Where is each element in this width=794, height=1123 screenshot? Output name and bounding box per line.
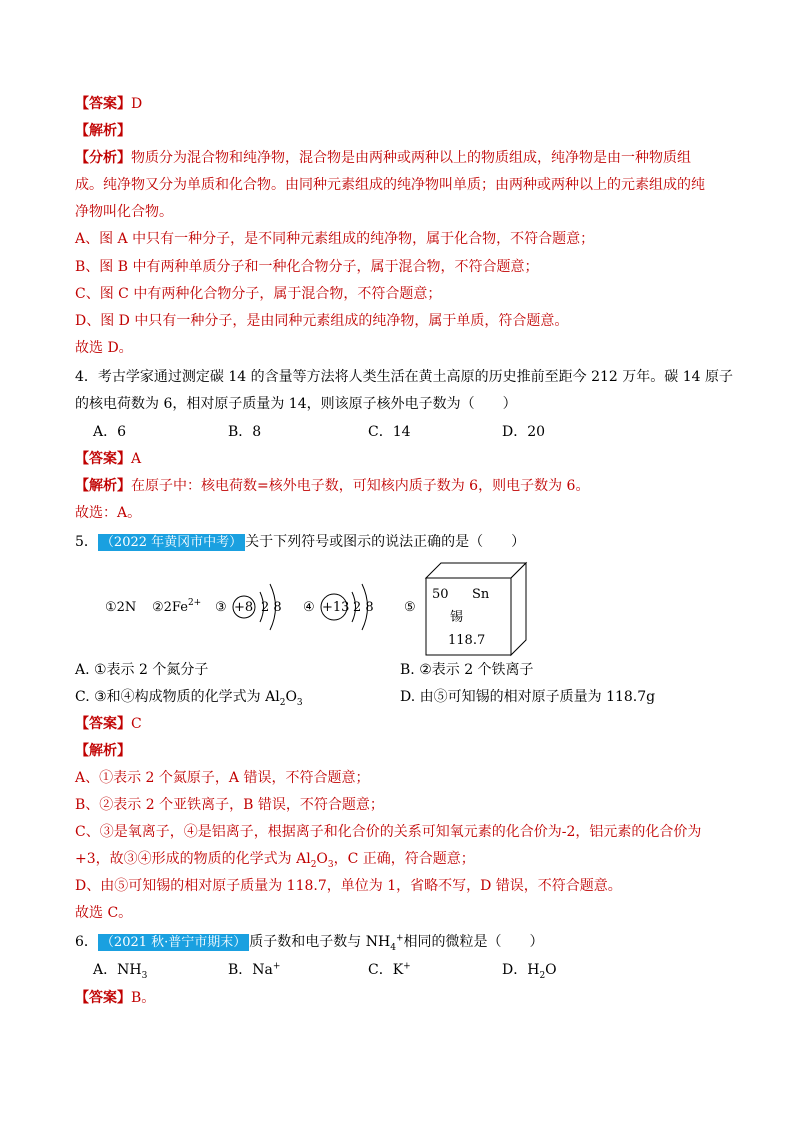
q6-option-d: D．$H_2O$	[502, 962, 557, 981]
tin-element-cell	[426, 563, 526, 655]
item3-label: ③	[215, 600, 227, 615]
source-tag: （2021 秋·普宁市期末）	[98, 934, 249, 951]
answer-value: A	[131, 451, 142, 467]
q3-fenxi-line1	[75, 148, 691, 168]
q4-answer-line	[75, 449, 141, 469]
q6-stem: 6． （2021 秋·普宁市期末） 质子数和电子数与 $NH_4^+$相同的微粒是（ ）	[75, 933, 544, 953]
question-text: 关于下列符号或图示的说法正确的是（ ）	[245, 534, 526, 550]
item5-label: ⑤	[404, 600, 416, 615]
q5-option-b: B. ②表示 2 个铁离子	[400, 662, 534, 678]
q3-analysis-b: B、图 B 中有两种单质分子和一种化合物分子，属于混合物，不符合题意；	[75, 259, 539, 275]
electron-shells: 2 8	[261, 600, 282, 615]
q6-option-b: B．Na+	[228, 961, 281, 978]
q3-analysis-label: 【解析】	[75, 123, 131, 139]
q5-analysis-a: A、①表示 2 个氮原子，A 错误，不符合题意；	[75, 770, 370, 786]
q3-analysis-c: C、图 C 中有两种化合物分子，属于混合物，不符合题意；	[75, 286, 442, 302]
analysis-text: 在原子中：核电荷数=核外电子数，可知核内质子数为 6，则电子数为 6。	[131, 478, 590, 494]
aluminum-ion-diagram	[321, 584, 374, 630]
element-name: 锡	[450, 610, 464, 625]
atomic-number: 50	[432, 587, 449, 602]
q5-analysis-d: D、由⑤可知锡的相对原子质量为 118.7，单位为 1，省略不写，D 错误，不符合题意。	[75, 878, 622, 894]
source-tag: （2022 年黄冈市中考）	[98, 534, 245, 551]
q5-option-c: C. ③和④构成物质的化学式为 $Al_2O_3$	[75, 689, 303, 708]
q3-fenxi-line3: 净物叫化合物。	[75, 204, 173, 220]
q5-analysis-c-line1: C、③是氧离子，④是铝离子，根据离子和化合价的关系可知氧元素的化合价为-2，铝元素的化合价为	[75, 824, 702, 840]
q5-figure	[100, 560, 530, 660]
answer-label: 【答案】	[75, 451, 131, 467]
element-symbol: Sn	[472, 587, 490, 602]
q4-option-a: A．6	[93, 424, 127, 440]
answer-label: 【答案】	[75, 96, 131, 112]
q4-option-c: C．14	[368, 424, 411, 440]
analysis-label: 【解析】	[75, 478, 131, 494]
q3-conclusion: 故选 D。	[75, 340, 133, 356]
q4-option-d: D．20	[502, 424, 546, 440]
answer-label: 【答案】	[75, 716, 131, 732]
symbol-2n: ①2N	[105, 600, 137, 615]
q6-answer-line	[75, 988, 155, 1008]
item4-label: ④	[303, 600, 315, 615]
q5-answer-line	[75, 714, 142, 734]
q5-analysis-label: 【解析】	[75, 743, 131, 759]
q3-answer-line	[75, 94, 142, 114]
fenxi-label: 【分析】	[75, 150, 131, 166]
q5-analysis-b: B、②表示 2 个亚铁离子，B 错误，不符合题意；	[75, 797, 384, 813]
q3-analysis-d: D、图 D 中只有一种分子，是由同种元素组成的纯净物，属于单质，符合题意。	[75, 313, 569, 329]
atomic-mass: 118.7	[448, 633, 486, 648]
q4-stem-line2: 的核电荷数为 6，相对原子质量为 14，则该原子核外电子数为（ ）	[75, 396, 517, 412]
answer-value: B。	[131, 990, 156, 1006]
q4-analysis-line	[75, 476, 589, 496]
electron-shells: 2 8	[353, 600, 374, 615]
oxygen-ion-diagram	[233, 584, 282, 630]
q5-option-d: D. 由⑤可知锡的相对原子质量为 118.7g	[400, 689, 656, 705]
nucleus-charge: +8	[234, 600, 254, 615]
symbol-2fe2plus: $②2Fe^{2+}$	[152, 598, 202, 615]
question-number: 5．	[75, 534, 98, 550]
answer-label: 【答案】	[75, 990, 131, 1006]
q4-stem-line1: 4．考古学家通过测定碳 14 的含量等方法将人类生活在黄土高原的历史推前至距今 212 万年。碳 14 原子	[75, 369, 733, 385]
q5-conclusion: 故选 C。	[75, 905, 133, 921]
q6-option-c: C．K+	[368, 961, 411, 978]
q3-fenxi-line2: 成。纯净物又分为单质和化合物。由同种元素组成的纯净物叫单质；由两种或两种以上的元素组成的纯	[75, 177, 705, 193]
answer-value: C	[131, 716, 142, 732]
q5-option-a: A. ①表示 2 个氮分子	[75, 662, 209, 678]
q3-analysis-a: A、图 A 中只有一种分子，是不同种元素组成的纯净物，属于化合物，不符合题意；	[75, 231, 595, 247]
answer-value: D	[131, 96, 143, 112]
question-number: 6．	[75, 934, 98, 950]
nucleus-charge: +13	[322, 600, 350, 615]
q5-stem	[75, 532, 525, 552]
q4-conclusion: 故选：A。	[75, 505, 142, 521]
q4-option-b: B．8	[228, 424, 262, 440]
fenxi-text: 物质分为混合物和纯净物，混合物是由两种或两种以上的物质组成，纯净物是由一种物质组	[131, 150, 691, 166]
q5-analysis-c-line2: +3，故③④形成的物质的化学式为 $Al_2O_3$，C 正确，符合题意；	[75, 851, 475, 870]
q6-option-a: A．$NH_3$	[93, 962, 148, 981]
